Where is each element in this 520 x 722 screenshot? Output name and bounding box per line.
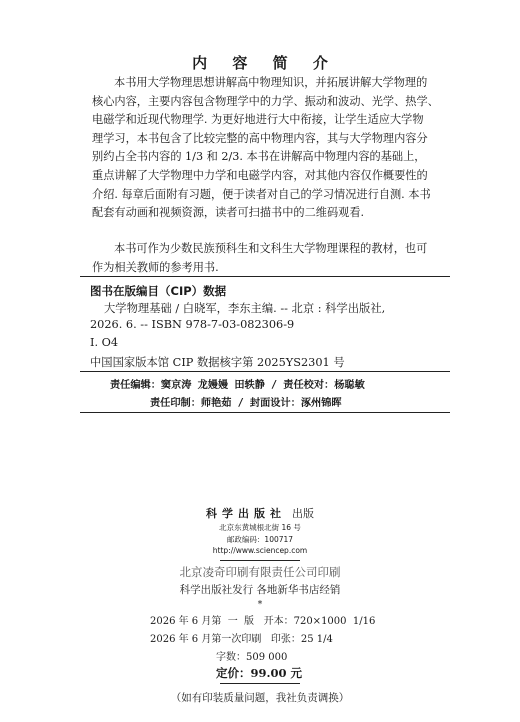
publisher-suffix: 出版 [292,507,314,520]
intro-paragraph-2 [92,240,444,277]
printer-name: 北京凌奇印刷有限责任公司印刷 [179,565,341,579]
price: 定价：99.00 元 [216,666,303,680]
staff-editors: 责任编辑：窦京涛 龙嫚嫚 田轶静 / 责任校对：杨聪敏 [110,380,365,391]
cip-classification: Ⅰ. O4 [90,336,119,349]
intro-paragraph-1 [92,74,444,223]
cip-record-number: 中国国家版本馆 CIP 数据核字第 2025YS2301 号 [90,356,345,369]
intro-line: 作为相关教师的参考用书. [92,260,219,274]
intro-line: 重点讲解了大学物理中力学和电磁学内容，对其他内容仅作概要性的 [92,168,428,182]
cip-bottom-rule [80,371,450,372]
publisher-name: 科学出版社 [206,507,286,520]
publisher-address: 北京东黄城根北街 16 号 [219,523,301,532]
cip-top-rule [80,276,450,277]
word-count: 字数：509 000 [216,652,288,663]
distribution-info: 科学出版社发行 各地新华书店经销 [179,584,341,596]
intro-line: 别约占全书内容的 1/3 和 2/3. 本书在讲解高中物理内容的基础上， [92,150,426,164]
price-rule [220,683,300,684]
staff-bottom-rule [80,412,450,413]
cip-title-line: 大学物理基础 / 白晓军，李东主编. -- 北京 : 科学出版社, [104,302,386,315]
printing-info: 2026 年 6 月第一次印刷 印张：25 1/4 [150,634,333,645]
publisher-rule [220,560,300,561]
publisher-postcode: 邮政编码：100717 [226,535,294,544]
page-title: 内 容 简 介 [192,54,338,72]
intro-line: 配套有动画和视频资源，读者可扫描书中的二维码观看. [92,206,365,220]
intro-line: 介绍. 每章后面附有习题，便于读者对自己的学习情况进行自测. 本书 [92,187,431,201]
intro-line: 本书用大学物理思想讲解高中物理知识，并拓展讲解大学物理的 [114,76,428,89]
intro-line: 核心内容，主要内容包含物理学中的力学、振动和波动、光学、热学、 [92,94,439,108]
publisher-logo [0,505,520,521]
separator-star: * [257,600,263,610]
quality-notice: （如有印装质量问题，我社负责调换） [170,692,350,704]
edition-info: 2026 年 6 月第 一 版 开本：720×1000 1/16 [150,616,376,627]
intro-line: 理学习，本书包含了比较完整的高中物理内容，其与大学物理内容分 [92,131,428,145]
cip-heading: 图书在版编目（CIP）数据 [90,284,227,298]
publisher-website: http://www.sciencep.com [212,546,308,555]
staff-production: 责任印制：师艳茹 / 封面设计：涿州锦晖 [150,398,342,409]
intro-line: 本书可作为少数民族预科生和文科生大学物理课程的教材，也可 [114,242,428,255]
intro-line: 电磁学和近现代物理学. 为更好地进行大中衔接，让学生适应大学物 [92,113,424,127]
cip-isbn-line: 2026. 6. -- ISBN 978-7-03-082306-9 [90,318,295,331]
